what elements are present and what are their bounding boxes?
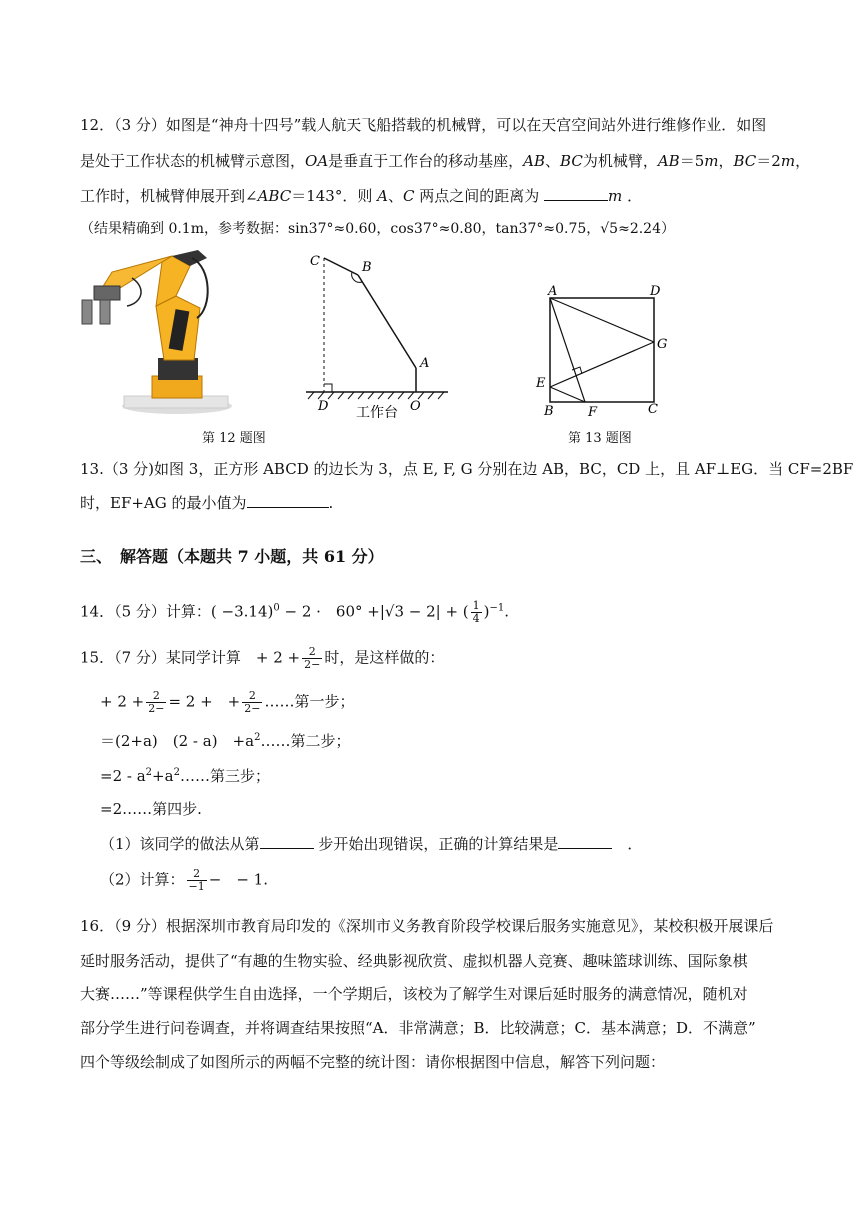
- figure-12-caption: 第 12 题图: [202, 431, 266, 446]
- point-label-G: G: [657, 337, 668, 352]
- q15-part-2: （2）计算： $\frac{2}{-1}$ − − 1.: [100, 867, 268, 893]
- q16-line-4: 部分学生进行问卷调查，并将调查结果按照“A．非常满意；B．比较满意；C．基本满意；D．不满意”: [80, 1019, 756, 1037]
- figure-12-diagram: [300, 250, 460, 422]
- q15-line-1: 15．（7 分）某同学计算 + 2 + $\frac{2}{2-}$ 时，是这样做的：: [80, 645, 445, 671]
- q15-step-3: $=2 - a^2+a^2\dots\dots$第三步；: [100, 767, 270, 785]
- figure-13-diagram: [532, 280, 680, 420]
- point-label-A: A: [420, 356, 430, 371]
- answer-blank-q12[interactable]: [544, 186, 608, 201]
- q12-note: （结果精确到 0.1m，参考数据：sin37°≈0.60，cos37°≈0.80，tan37°≈0.75，√5≈2.24）: [80, 221, 675, 237]
- section-3-heading: 三、 解答题（本题共 7 小题，共 61 分）: [80, 547, 384, 566]
- robot-arm-image: [72, 248, 242, 418]
- q16-line-2: 延时服务活动，提供了“有趣的生物实验、经典影视欣赏、虚拟机器人竞赛、趣味篮球训练、国际象棋: [80, 952, 748, 970]
- q15-part-1: （1）该同学的做法从第 步开始出现错误，正确的计算结果是 ．: [100, 835, 643, 853]
- answer-blank-q15-step[interactable]: [260, 834, 314, 849]
- q13-line-2: 时，EF+AG 的最小值为 .: [80, 494, 334, 512]
- point-label-F: F: [588, 405, 598, 420]
- answer-blank-q13[interactable]: [247, 493, 329, 508]
- q15-step-4: =2……第四步.: [100, 800, 202, 818]
- point-label-D: D: [318, 399, 329, 414]
- point-label-C: C: [310, 254, 320, 269]
- point-label-A: A: [548, 284, 558, 299]
- q12-line-2: 是处于工作状态的机械臂示意图，OA是垂直于工作台的移动基座，AB、BC为机械臂，AB＝5m，BC＝2m，: [80, 152, 811, 170]
- point-label-C: C: [648, 402, 658, 417]
- q16-line-1: 16．（9 分）根据深圳市教育局印发的《深圳市义务教育阶段学校课后服务实施意见》，某校积极开展课后: [80, 917, 774, 935]
- q16-line-5: 四个等级绘制成了如图所示的两幅不完整的统计图：请你根据图中信息，解答下列问题：: [80, 1053, 666, 1071]
- point-label-O: O: [410, 399, 421, 414]
- workbench-label: 工作台: [356, 405, 398, 421]
- q14-line: 14．（5 分）计算：( −3.14)$^0$ − 2 · 60° +|√3 − 2| + ( $\frac{1}{4}$ )$^{-1}$.: [80, 599, 510, 625]
- q15-step-1: + 2 + $\frac{2}{2-}$ = 2 + + $\frac{2}{2-}$ ……第一步；: [100, 689, 355, 715]
- figure-13-caption: 第 13 题图: [568, 431, 632, 446]
- q15-step-2: ＝(2+a) (2 - a) $+a^2\dots\dots$第二步；: [100, 732, 351, 750]
- q13-line-1: 13.（3 分)如图 3，正方形 ABCD 的边长为 3，点 E, F, G 分别在边 AB，BC，CD 上，且 AF⊥EG．当 CF=2BF: [80, 460, 854, 478]
- q16-line-3: 大赛……”等课程供学生自由选择，一个学期后，该校为了解学生对课后延时服务的满意情况，随机对: [80, 985, 748, 1003]
- point-label-B: B: [544, 404, 554, 419]
- point-label-B: B: [362, 260, 372, 275]
- q12-line-1: 12．（3 分）如图是“神舟十四号”载人航天飞船搭载的机械臂，可以在天宫空间站外进行维修作业．如图: [80, 116, 767, 134]
- point-label-E: E: [536, 376, 546, 391]
- q12-line-3: 工作时，机械臂伸展开到∠ABC＝143°．则 A、C 两点之间的距离为 m ．: [80, 187, 643, 205]
- answer-blank-q15-result[interactable]: [558, 834, 612, 849]
- point-label-D: D: [650, 284, 661, 299]
